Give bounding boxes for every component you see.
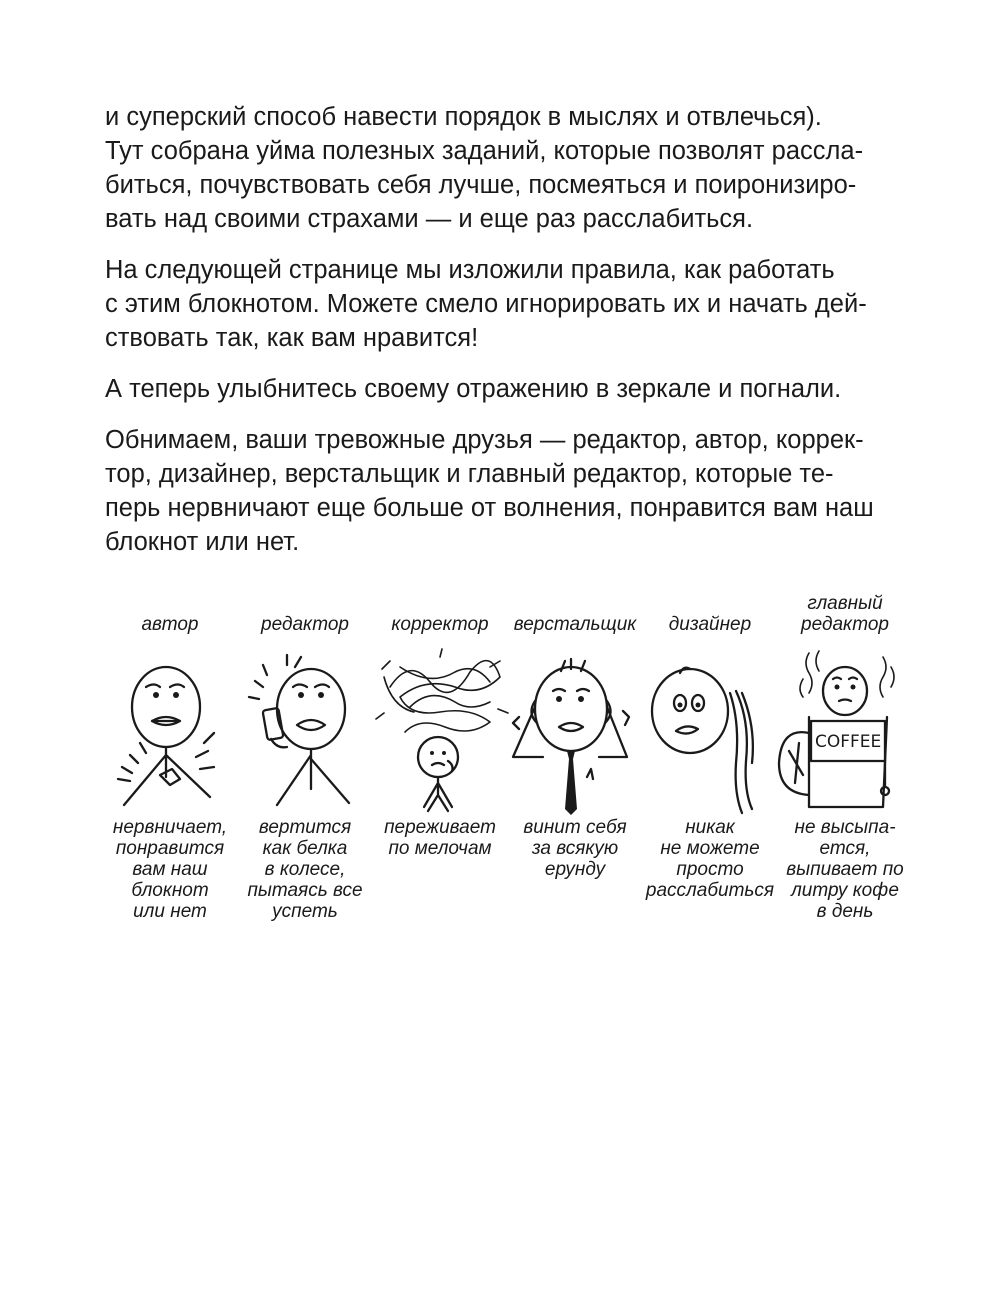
text-line: с этим блокнотом. Можете смело игнорировать их и начать дей- <box>105 290 867 318</box>
paragraph-1 <box>105 100 905 236</box>
figure-caption: вертится как белка в колесе, пытаясь все успеть <box>247 817 363 922</box>
figure-caption: переживает по мелочам <box>384 817 496 859</box>
text-line: А теперь улыбнитесь своему отражению в зеркале и погнали. <box>105 375 842 403</box>
role-label: автор <box>141 614 199 635</box>
figure-author <box>100 595 240 935</box>
role-label: верстальщик <box>513 614 637 635</box>
text-line: ствовать так, как вам нравится! <box>105 324 479 352</box>
text-line: На следующей странице мы изложили правила, как работать <box>105 256 835 284</box>
paragraph-3 <box>105 372 905 406</box>
text-line: Обнимаем, ваши тревожные друзья — редактор, автор, коррек- <box>105 426 864 454</box>
text-line: и суперский способ навести порядок в мыслях и отвлечься). <box>105 103 822 131</box>
role-label: редактор <box>261 614 349 635</box>
text-line: блокнот или нет. <box>105 528 300 556</box>
paragraph-4 <box>105 423 905 559</box>
role-label: дизайнер <box>668 614 752 635</box>
text-line: Тут собрана уйма полезных заданий, которые позволят рассла- <box>105 137 864 165</box>
role-label: главный редактор <box>801 593 889 635</box>
text-line: вать над своими страхами — и еще раз расслабиться. <box>105 205 754 233</box>
body-text <box>105 100 905 576</box>
figure-proofreader <box>370 595 510 935</box>
figure-caption: винит себя за всякую ерунду <box>523 817 627 880</box>
text-line: биться, почувствовать себя лучше, посмеяться и поиронизиро- <box>105 171 857 199</box>
editor-on-phone-icon <box>235 647 375 817</box>
figure-caption: не высыпа- ется, выпивает по литру кофе в день <box>786 817 904 922</box>
figure-typesetter <box>505 595 645 935</box>
tangled-thoughts-icon <box>370 647 510 817</box>
coffee-cup-icon <box>775 647 915 817</box>
paragraph-2 <box>105 253 905 355</box>
text-line: перь нервничают еще больше от волнения, понравится вам наш <box>105 494 874 522</box>
figure-chief-editor <box>775 595 915 935</box>
role-label: корректор <box>391 614 489 635</box>
nervous-author-icon <box>100 647 240 817</box>
figure-caption: нервничает, понравится вам наш блокнот или нет <box>112 817 228 922</box>
figure-editor <box>235 595 375 935</box>
figure-caption: никак не можете просто расслабиться <box>645 817 775 901</box>
worried-designer-icon <box>640 647 780 817</box>
text-line: тор, дизайнер, верстальщик и главный редактор, которые те- <box>105 460 834 488</box>
coffee-label: COFFEE <box>815 732 882 752</box>
figure-designer <box>640 595 780 935</box>
team-illustration <box>100 595 920 935</box>
stressed-typesetter-icon <box>505 647 645 817</box>
